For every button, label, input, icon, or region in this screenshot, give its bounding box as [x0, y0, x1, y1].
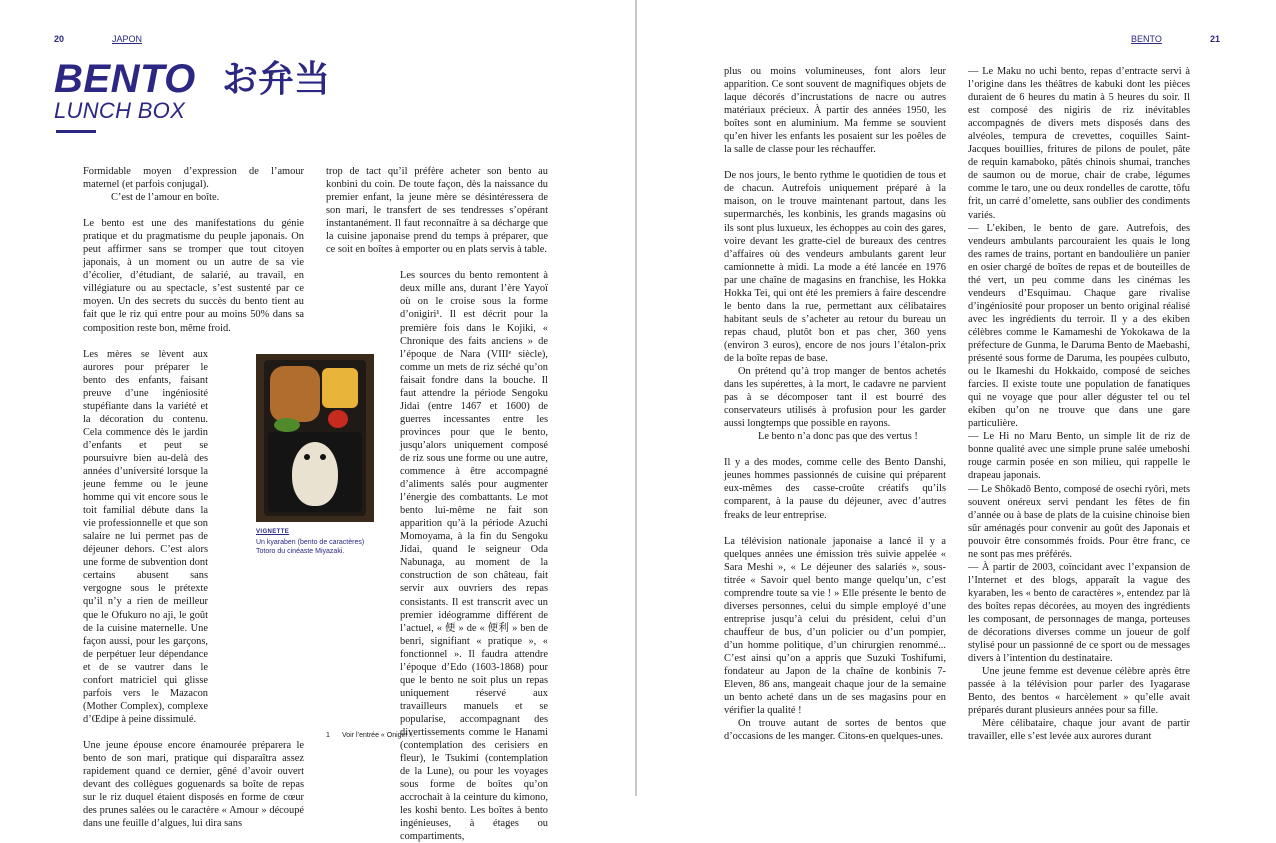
paragraph: On prétend qu’à trop manger de bentos achetés dans les supérettes, à la mort, le cadavre ne parvient pas à se décomposer tant il est bourré des conservateurs utilisés à profusion pour les garder aussi longtemps que possible en rayons.: [724, 366, 946, 430]
running-head-right: BENTO: [1131, 34, 1162, 44]
running-head-left: JAPON: [112, 34, 143, 44]
list-item: — Le Maku no uchi bento, repas d’entracte servi à l’origine dans les théâtres de kabuki dont les pièces duraient de 6 heures du matin à 5 heures du soir. Il est composé des nigiris de riz inévitables accompagnés de divers mets disposés dans des alvéoles, tempura de crevettes, coquilles Saint-Jacques bouillies, fritures de pilons de poulet, pâte de requin kamaboko, pâtés chinois shumai, tranches de saumon ou de morue, chair de crabe, légumes comme le taro, une ou deux rondelles de carotte, tôfu frit, un carré d’omelette, sans oublier des condiments variés.: [968, 66, 1190, 221]
paragraph: trop de tact qu’il préfère acheter son bento au konbini du coin. De toute façon, dès la naissance du premier enfant, la jeune mère se désintéressera de son mari, le transfert de ses tendresses s’opérant instantanément. Il faut reconnaître à sa décharge que la cuisine japonaise prend du temps à préparer, que ce soit en boîtes à emporter ou en plats servis à table.: [326, 166, 548, 256]
vignette-figure: [256, 354, 374, 556]
page-number-left: 20: [54, 34, 65, 44]
paragraph: Les sources du bento remontent à deux mille ans, durant l’ère Yayoï où on le croise sous la forme d’onigiri¹. Il est décrit pour la première fois dans le Kojiki, « Chronique des faits anciens » de l’époque de Nara (VIIIᵉ siècle), comme un mets de riz séché qu’on faisait fondre dans la bouche. Il faut attendre la période Sengoku Jidai (entre 1467 et 1600) de guerres incessantes entre les provinces pour que le bento, jusqu’alors uniquement composé de riz sous une forme ou une autre, commence à être accompagné d’aliments salés pour augmenter l’énergie des combattants. Le mot bento lui-même ne fait son apparition qu’à la période Azuchi Momoyama, à la fin du Sengoku Jidai, quand le seigneur Oda Nabunaga, au moment de la construction de son château, fait servir aux ouvriers des repas consistants. Il est transcrit avec un premier idéogramme différent de l’actuel, « 便 » de « 便利 » ben de benri, signifiant « pratique », « fonctionnel ». Il faudra attendre l’époque d’Edo (1603-1868) pour que le bento ne soit plus un repas uniquement réservé aux travailleurs manuels et se popularise, accompagnant des divertissements comme le Hanami (contemplation des cerisiers en fleur), le Tsukimi (contemplation de la Lune), ou pour les voyages sous forme de boîtes qu’on accrochait à la ceinture du kimono, les koshi bento. Les boîtes à bento ingénieuses, à étages ou compartiments,: [400, 270, 548, 843]
paragraph: C’est de l’amour en boîte.: [111, 192, 220, 204]
paragraph: Mère célibataire, chaque jour avant de partir travailler, elle s’est levée aux aurores durant: [968, 718, 1190, 743]
paragraph: De nos jours, le bento rythme le quotidien de tous et de chacun. Autrefois uniquement préparé à la maison, on le trouve maintenant partout, dans les supermarchés, les konbinis, les grands magasins où ils sont plus luxueux, les échoppes au coin des gares, voire devant les gratte-ciel de bureaux des centres d’affaires où des vendeurs ambulants garent leur camionnette à midi. La mode a été lancée en 1976 par une chaîne de magasins en franchise, les Hokka Hokka Tei, qui ont été les premiers à faire descendre le bento dans la rue, permettant aux célibataires habitant seuls de s’acheter au retour du bureau un repas chaud, plutôt bon et pas cher, 360 yens (environ 3 euros), encore de nos jours l’étalon-prix de la boîte repas de base.: [724, 170, 946, 364]
text-column-4: [968, 65, 1190, 743]
paragraph: Le bento n’a donc pas que des vertus !: [758, 431, 918, 443]
footnote: [326, 732, 548, 739]
vignette-label: VIGNETTE: [256, 529, 290, 535]
paragraph: Une jeune femme est devenue célèbre après être passée à la télévision pour parler des Iyagarase Bento, des bentos « harcèlement » qu’elle avait préparés durant plusieurs années pour sa fille.: [968, 666, 1190, 717]
paragraph: plus ou moins volumineuses, font alors leur apparition. Ce sont souvent de magnifiques objets de laque décorés d’incrustations de nacre ou autres matériaux précieux. À partir des années 1950, les boîtes sont en aluminium. Ma femme se souvient qu’en hiver les enfants les posaient sur les poêles de la salle de classe pour les réchauffer.: [724, 66, 946, 156]
footnote-number: 1: [326, 732, 330, 739]
text-column-3: [724, 65, 946, 743]
list-item: — L’ekiben, le bento de gare. Autrefois, des vendeurs ambulants parcouraient les quais le long des rames de trains, portant en bandoulière un panier en osier chargé de boîtes de repas et de bouteilles de thé vert, un peu comme dans les cinémas les vendeurs d’Esquimau. Chaque gare rivalise d’ingéniosité pour proposer un bento original réalisé avec les ingrédients du terroir. Il y a des ekiben célèbres comme le Kamameshi de Yokokawa de la préfecture de Gunma, le Daruma Bento de Maebashi, présenté sous forme de Daruma, les poupées culbuto, ou le Ikameshi du Hokkaido, composé de seiches farcies. Il existe toute une population de fanatiques qui ne voyage que pour aller déguster tel ou tel ekiben qu’on ne trouve que dans une gare particulière.: [968, 222, 1190, 430]
paragraph: Une jeune épouse encore énamourée préparera le bento de son mari, pratique qui disparaîtra assez rapidement quand ce dernier, gêné d’avoir ouvert devant des collègues goguenards sa boîte de repas sur le riz duquel étaient disposés en forme de cœur des prunes salées ou le caractère « Amour » découpé dans une feuille d’algues, lui dira sans: [83, 739, 304, 830]
title-underline-rule: [56, 130, 96, 133]
list-item: — À partir de 2003, coïncidant avec l’expansion de l’Internet et des blogs, apparaît la vague des kyaraben, les « bento de caractères », entendez par là des boîtes repas décorées, au moyen des ingrédients les composant, de personnages de manga, porteuses de décorations diverses comme un joueur de golf stylisé pour un passionné de ce sport ou de messages divers à l’intention du destinataire.: [968, 561, 1190, 665]
vignette-caption: Un kyaraben (bento de caractères) Totoro du cinéaste Miyazaki.: [256, 539, 365, 555]
article-subtitle: LUNCH BOX: [54, 98, 186, 123]
page-number-right: 21: [1210, 34, 1221, 44]
article-title: BENTO: [54, 57, 196, 101]
list-item: — Le Hi no Maru Bento, un simple lit de riz de bonne qualité avec une simple prune salée umeboshi rouge carmin posée en son milieu, qui rappelle le drapeau japonais.: [968, 431, 1190, 482]
article-title-japanese: お弁当: [222, 59, 331, 100]
footnote-text: Voir l’entrée « Onigiri ».: [342, 732, 415, 739]
paragraph: Il y a des modes, comme celle des Bento Danshi, jeunes hommes passionnés de cuisine qui préparent eux-mêmes des casse-croûte créatifs qu’ils comparent, à la pause du déjeuner, avec d’autres freaks de leur entreprise.: [724, 457, 946, 521]
left-page: [0, 0, 636, 843]
paragraph: La télévision nationale japonaise a lancé il y a quelques années une émission très suivie appelée « Sara Meshi », « Le déjeuner des salariés », sous-titrée « Savoir quel bento mange quelqu’un, c’est comprendre toute sa vie ! » Elle présente le bento de diverses personnes, celui du simple employé d’une entreprise jusqu’à celui du président, celui d’un chauffeur de bus, d’un policier ou d’un pompier, d’un homme politique, d’un chirurgien renommé... C’est ainsi qu’on a appris que Suzuki Toshifumi, fondateur au Japon de la chaîne de konbinis 7-Eleven, 86 ans, mangeait chaque jour de la semaine un bento acheté dans un de ses magasins pour en vérifier la qualité !: [724, 535, 946, 717]
paragraph: Formidable moyen d’expression de l’amour maternel (et parfois conjugal).: [83, 166, 304, 191]
list-item: — Le Shôkadô Bento, composé de osechi ryôri, mets souvent onéreux servi pendant les fêtes de fin d’année ou à base de plats de la cuisine chinoise bien sûr aménagés pour convenir au goût des Japonais et pouvoir être consommés froids. Pour être franc, ce ne sont pas mes préférés.: [968, 483, 1190, 560]
paragraph: On trouve autant de sortes de bentos que d’occasions de les manger. Citons-en quelques-unes.: [724, 718, 946, 743]
paragraph: Le bento est une des manifestations du génie pratique et du pragmatisme du peuple japonais. On peut affirmer sans se tromper que tout citoyen japonais, à un moment ou un autre de sa vie d’écolier, d’étudiant, de salarié, au travail, en villégiature ou au spectacle, s’est sustenté par ce moyen. Un des secrets du succès du bento tient au fait que le riz qui entre pour au moins 50% dans sa composition reste bon, même froid.: [83, 218, 304, 334]
bento-totoro-photo: [256, 354, 374, 522]
paragraph: Les mères se lèvent aux aurores pour préparer le bento des enfants, faisant preuve d’une ingéniosité stupéfiante dans la variété et la décoration du contenu. Cela commence dès le jardin d’enfants et peut se poursuivre bien au-delà des années d’université lorsque la jeune femme ou le jeune homme qui vit encore sous le toit familial débute dans la vie professionnelle et que son salaire ne lui permet pas de déjeuner dehors. C’est alors une forme de subvention dont certains abusent sans vergogne sous le prétexte qu’il n’y a rien de meilleur que le Ofukuro no aji, le goût de la cuisine maternelle. Une façon aussi, pour les garçons, de perpétuer leur dépendance et de se vautrer dans le confort matriciel qui glisse parfois vers le Mazacon (Mother Complex), complexe d’Œdipe à peine dissimulé.: [83, 348, 208, 725]
